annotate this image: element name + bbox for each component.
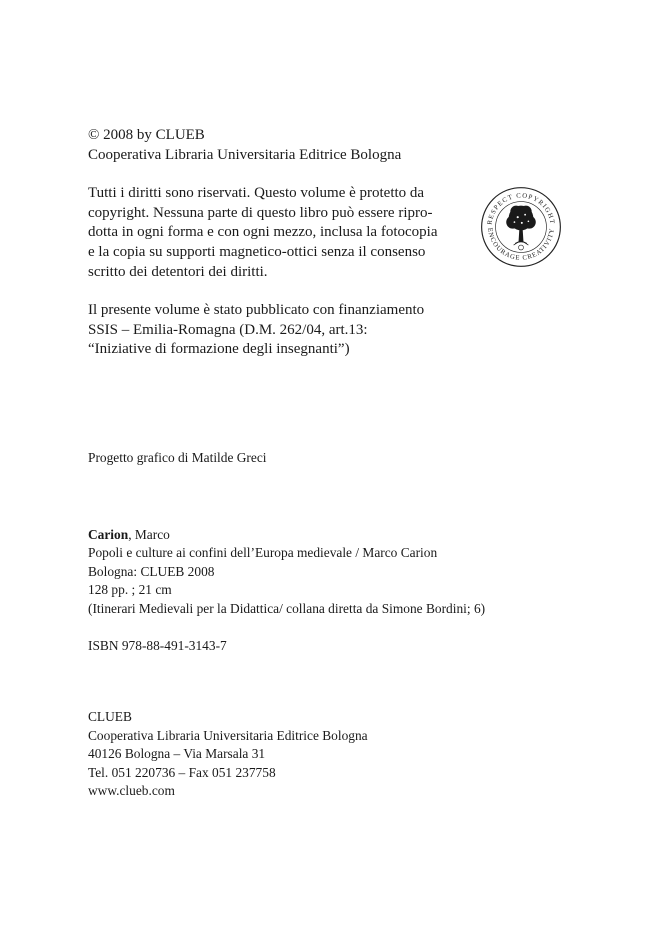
catalog-record	[88, 526, 568, 656]
rights-line: e la copia su supporti magnetico-ottici senza il consenso	[88, 243, 426, 260]
funding-note	[88, 301, 568, 360]
publisher-address: 40126 Bologna – Via Marsala 31	[88, 746, 266, 762]
catalog-extent: 128 pp. ; 21 cm	[88, 582, 172, 598]
funding-line: SSIS – Emilia-Romagna (D.M. 262/04, art.13:	[88, 321, 368, 338]
catalog-author	[88, 526, 568, 545]
publisher-name: Cooperativa Libraria Universitaria Editrice Bologna	[88, 146, 402, 163]
rights-statement	[88, 184, 474, 282]
funding-line: “Iniziative di formazione degli insegnanti”)	[88, 341, 350, 358]
copyright-notice	[88, 126, 568, 165]
publisher-phone: Tel. 051 220736 – Fax 051 237758	[88, 764, 276, 780]
catalog-imprint: Bologna: CLUEB 2008	[88, 563, 215, 579]
isbn: ISBN 978-88-491-3143-7	[88, 637, 227, 653]
seal-bottom-text: ENCOURAGE CREATIVITY	[486, 227, 556, 262]
tree-icon	[506, 206, 536, 250]
publisher-contact	[88, 708, 568, 801]
rights-line: dotta in ogni forma e con ogni mezzo, inclusa la fotocopia	[88, 224, 438, 241]
rights-line: Tutti i diritti sono riservati. Questo volume è protetto da	[88, 185, 425, 202]
publisher-full-name: Cooperativa Libraria Universitaria Editrice Bologna	[88, 727, 368, 743]
author-given-name: , Marco	[128, 526, 170, 542]
design-credit-text: Progetto grafico di Matilde Greci	[88, 449, 267, 465]
design-credit	[88, 449, 568, 468]
author-surname: Carion	[88, 526, 129, 542]
publisher-website: www.clueb.com	[88, 783, 175, 799]
catalog-series: (Itinerari Medievali per la Didattica/ collana diretta da Simone Bordini; 6)	[88, 600, 486, 616]
respect-copyright-seal	[480, 186, 562, 268]
rights-line: scritto dei detentori dei diritti.	[88, 263, 268, 280]
seal-top-text: RESPECT COPYRIGHT	[486, 192, 556, 226]
funding-line: Il presente volume è stato pubblicato con finanziamento	[88, 302, 425, 319]
publisher-short-name: CLUEB	[88, 709, 132, 725]
catalog-title: Popoli e culture ai confini dell’Europa medievale / Marco Carion	[88, 545, 438, 561]
copyright-line: © 2008 by CLUEB	[88, 127, 205, 143]
rights-line: copyright. Nessuna parte di questo libro può essere ripro-	[88, 204, 433, 221]
